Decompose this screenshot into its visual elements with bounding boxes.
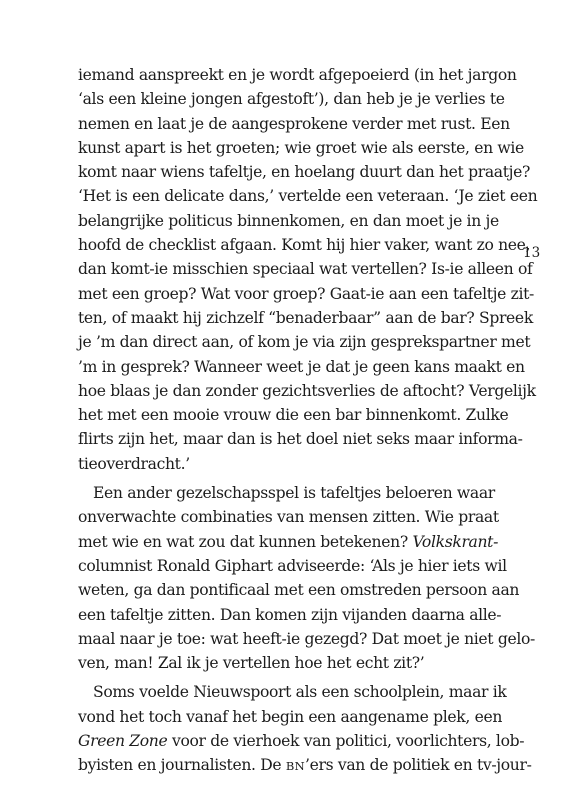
text-line: hoe blaas je dan zonder gezichtsverlies de aftocht? Vergelijk xyxy=(78,381,536,400)
text-line: belangrijke politicus binnenkomen, en dan moet je in je xyxy=(78,211,499,230)
text-segment: byisten en journalisten. De xyxy=(78,756,286,775)
text-line: dan komt-ie misschien speciaal wat vertellen? Is-ie alleen of xyxy=(78,260,533,279)
italic-text: Volkskrant- xyxy=(412,532,499,551)
text-line xyxy=(78,753,532,777)
page-number: 13 xyxy=(523,245,541,261)
text-segment: voor de vierhoek van politici, voorlichters, lob- xyxy=(167,732,525,751)
text-line: met een groep? Wat voor groep? Gaat-ie aan een tafeltje zit- xyxy=(78,284,534,303)
text-line: ‘Het is een delicate dans,’ vertelde een veteraan. ‘Je ziet een xyxy=(78,187,538,206)
text-line: Een ander gezelschapsspel is tafeltjes beloeren waar xyxy=(93,484,495,503)
text-line: ten, of maakt hij zichzelf “benaderbaar” aan de bar? Spreek xyxy=(78,308,533,327)
text-line: onverwachte combinaties van mensen zitten. Wie praat xyxy=(78,508,499,527)
text-line: ven, man! Zal ik je vertellen hoe het echt zit?’ xyxy=(78,654,425,673)
text-line: een tafeltje zitten. Dan komen zijn vijanden daarna alle- xyxy=(78,605,502,624)
text-line: het met een mooie vrouw die een bar binnenkomt. Zulke xyxy=(78,406,509,425)
text-line: columnist Ronald Giphart adviseerde: ‘Als je hier iets wil xyxy=(78,556,507,575)
text-line: ’m in gesprek? Wanneer weet je dat je geen kans maakt en xyxy=(78,357,525,376)
small-caps-text: BN xyxy=(285,759,306,774)
text-line: vond het toch vanaf het begin een aangename plek, een xyxy=(78,707,503,726)
text-line: Soms voelde Nieuwspoort als een schoolplein, maar ik xyxy=(93,683,507,702)
text-line xyxy=(78,729,525,753)
text-segment: ’ers van de politiek en tv-jour- xyxy=(305,756,532,775)
text-line: komt naar wiens tafeltje, en hoelang duurt dan het praatje? xyxy=(78,163,530,182)
text-line: maal naar je toe: wat heeft-ie gezegd? Dat moet je niet gelo- xyxy=(78,629,535,648)
text-line: flirts zijn het, maar dan is het doel niet seks maar informa- xyxy=(78,430,523,449)
text-line: iemand aanspreekt en je wordt afgepoeierd (in het jargon xyxy=(78,66,517,84)
text-line: weten, ga dan pontificaal met een omstreden persoon aan xyxy=(78,581,520,600)
text-line: hoofd de checklist afgaan. Komt hij hier vaker, want zo nee, xyxy=(78,236,531,255)
italic-text: Green Zone xyxy=(78,732,168,751)
text-line: kunst apart is het groeten; wie groet wie als eerste, en wie xyxy=(78,138,524,157)
text-line: nemen en laat je de aangesprokene verder met rust. Een xyxy=(78,114,510,133)
text-line xyxy=(78,530,498,554)
text-segment: met wie en wat zou dat kunnen betekenen? xyxy=(78,532,413,551)
text-line: ‘als een kleine jongen afgestoft’), dan heb je je verlies te xyxy=(78,90,505,109)
text-line: je ’m dan direct aan, of kom je via zijn gesprekspartner met xyxy=(78,333,531,352)
text-line: tieoverdracht.’ xyxy=(78,454,190,473)
